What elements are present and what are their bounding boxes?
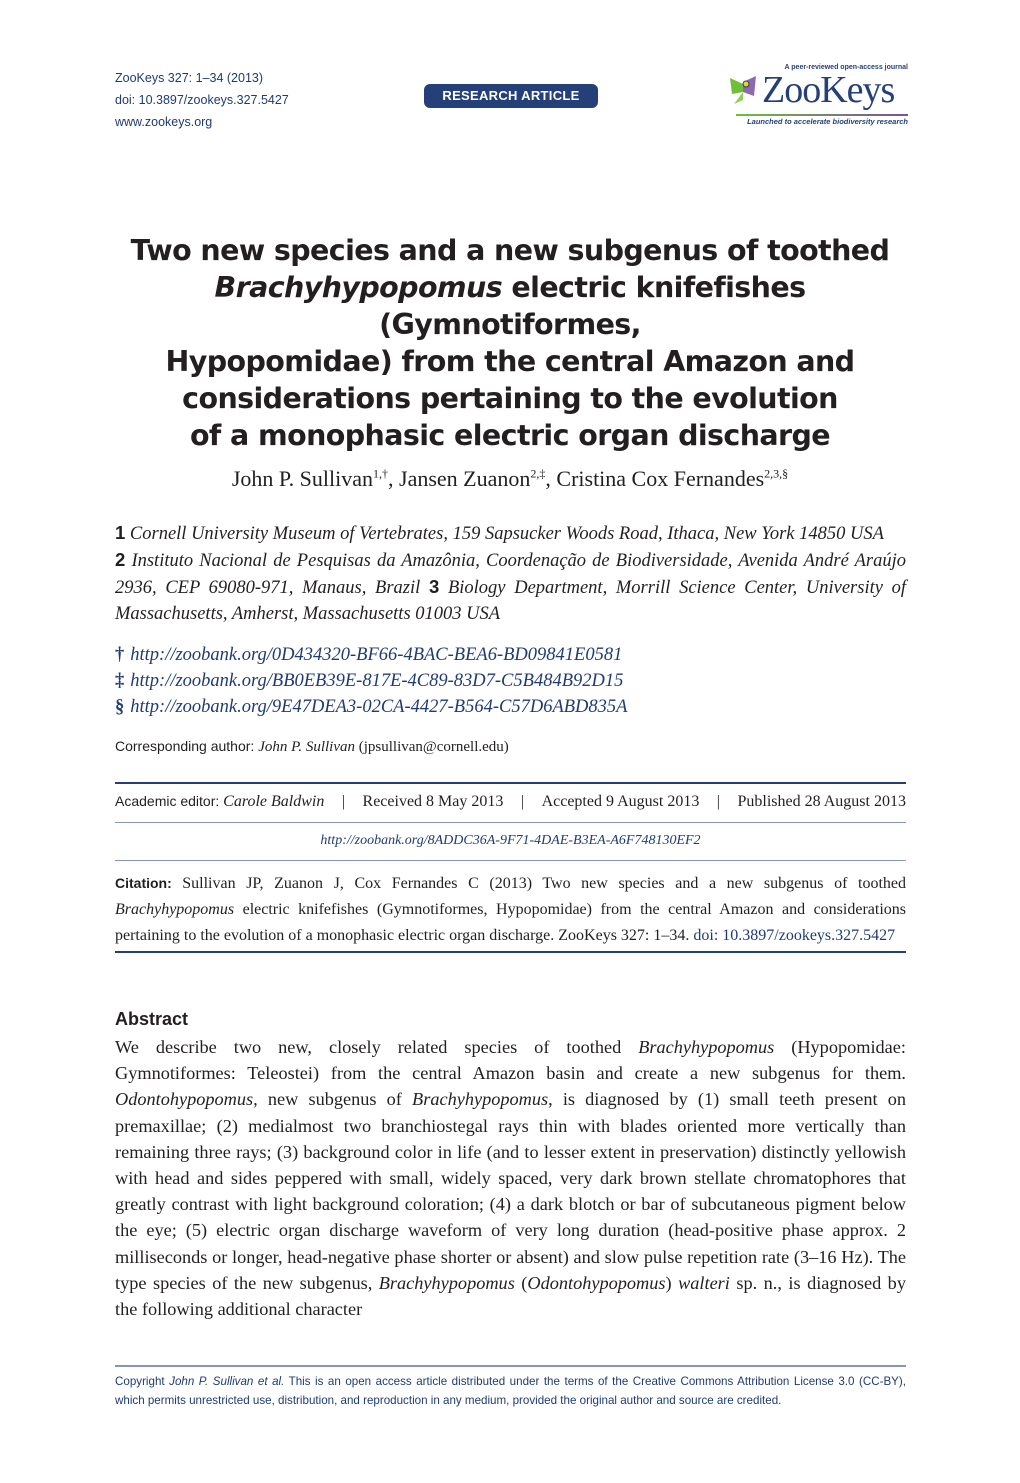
text-segment: walteri [678,1272,730,1293]
text-segment: of a monophasic electric organ discharge [189,419,831,452]
citation [115,870,906,949]
zoobank-url[interactable]: http://zoobank.org/9E47DEA3-02CA-4427-B564-C57D6ABD835A [130,697,628,717]
journal-website[interactable]: www.zookeys.org [115,115,213,129]
title-line [100,232,920,269]
copyright-notice [115,1372,906,1410]
author-affiliation-marker: 1,† [373,466,389,481]
journal-volume: ZooKeys 327: 1–34 (2013) [115,71,264,85]
affiliation-number: 2 [115,549,126,570]
separator: | [716,793,720,810]
author-separator: , [545,466,557,491]
text-segment: Brachyhypopomus [638,1037,775,1057]
text-segment: considerations pertaining to the evolution [182,382,838,415]
logo-name: ZooKeys [762,69,895,111]
article-type-badge: RESEARCH ARTICLE [424,84,598,108]
divider [115,951,906,953]
logo-subtitle: Launched to accelerate biodiversity research [747,117,908,126]
accepted-date: Accepted 9 August 2013 [541,793,700,810]
author-separator: , [388,466,400,491]
text-segment: Sullivan JP, Zuanon J, Cox Fernandes C (2013) Two new species and a new subgenus of toothed [182,875,907,892]
zoobank-url[interactable]: http://zoobank.org/0D434320-BF66-4BAC-BEA6-BD09841E0581 [130,645,623,665]
text-segment: electric knifefishes (Gymnotiformes, Hypopomidae) from the central Amazon and considerations pertaining to the evolution of a monophasic electric organ discharge. ZooKeys 327: 1–34. [115,901,906,944]
text-segment: Two new species and a new subgenus of toothed [130,234,890,267]
author-name: Cristina Cox Fernandes [556,466,765,491]
zoobank-link[interactable] [115,668,627,694]
zookeys-logo [726,64,908,128]
abstract-text [115,1034,906,1322]
text-segment: We describe two new, closely related species of toothed [115,1037,639,1057]
author-name: John P. Sullivan [231,466,374,491]
affiliations [115,520,906,627]
author-name: Jansen Zuanon [399,466,531,491]
editor-name: Carole Baldwin [223,793,325,810]
divider [115,782,906,784]
zoobank-url[interactable]: http://zoobank.org/BB0EB39E-817E-4C89-83D7-C5B484B92D15 [130,671,624,691]
author-affiliation-marker: 2,3,§ [764,466,789,481]
text-segment: Brachyhypopomus [412,1089,549,1110]
corresponding-name: John P. Sullivan [258,739,355,755]
text-segment: , is diagnosed by (1) small teeth present on premaxillae; (2) medialmost two branchiostegal rays thin with blades oriented more vertically than remaining three rays; (3) background color in life (and to lesser extent in preservation) distinctly yellowish with head and sides peppered with small, widely spaced, very dark brown stellate chromatophores that greatly contrast with light background coloration; (4) a dark blotch or bar of subcutaneous pigment below the eye; (5) electric organ discharge waveform of very long duration (head-positive phase approx. 2 milliseconds or longer, head-negative phase shorter or absent) and slow pulse repetition rate (3–16 Hz). The type species of the new subgenus, [115,1089,906,1293]
text-segment: Brachyhypopomus [378,1272,515,1293]
abstract-heading: Abstract [115,1009,189,1029]
text-segment: Brachyhypopomus [214,271,503,304]
text-segment: new subgenus of [257,1089,413,1110]
text-segment: (Hypopomidae: Gymnotiformes: Teleostei) from the central Amazon basin and create a new subgenus for them. [115,1037,906,1084]
editor-label: Academic editor: [115,793,224,809]
text-segment: Odontohypopomus [527,1272,666,1293]
text-segment: ) [665,1272,679,1293]
zoobank-link[interactable] [115,694,627,720]
affiliation-text: Instituto Nacional de Pesquisas da Amazônia, Coordenação de Biodiversidade, Avenida André Araújo 2936, CEP 69080-971, Manaus, Brazil [115,551,906,598]
text-segment: This is an open access article distributed under the terms of the Creative Commons Attribution License 3.0 (CC-BY), which permits unrestricted use, distribution, and reproduction in any medium, provided the original author and source are credited. [115,1375,906,1407]
author-affiliation-marker: 2,‡ [530,466,546,481]
text-segment: Brachyhypopomus [115,901,235,918]
separator: | [520,793,525,810]
corresponding-email[interactable]: (jpsullivan@cornell.edu) [358,739,509,755]
text-segment: Hypopomidae) from the central Amazon and [165,345,855,378]
divider [115,822,906,823]
affiliation-number: 3 [428,576,440,597]
title-line [100,343,920,380]
affiliation-text: Biology Department, Morrill Science Center, University of Massachusetts, Amherst, Massachusetts 01003 USA [115,578,907,624]
citation-label: Citation: [115,875,183,891]
citation-doi[interactable]: doi: 10.3897/zookeys.327.5427 [693,927,896,944]
zoobank-author-links [115,642,627,720]
journal-header [115,67,289,133]
butterfly-icon [726,74,760,108]
author-list [100,466,920,492]
affiliation-number: 1 [115,522,126,543]
logo-tagline: A peer-reviewed open-access journal [784,64,908,71]
text-segment: Copyright [115,1375,170,1388]
affiliation-text: Cornell University Museum of Vertebrates, 159 Sapsucker Woods Road, Ithaca, New York 14850 USA [129,524,884,544]
title-line [100,269,920,343]
author-marker: § [115,697,125,717]
zoobank-link[interactable] [115,642,627,668]
text-segment: John P. Sullivan et al. [169,1375,285,1388]
text-segment: Odontohypopomus, [115,1089,258,1110]
text-segment: electric knifefishes (Gymnotiformes, [379,271,806,341]
editorial-info [115,793,906,811]
divider [115,1365,906,1367]
received-date: Received 8 May 2013 [362,793,504,810]
article-title [100,232,920,454]
title-line [100,417,920,454]
article-doi[interactable]: doi: 10.3897/zookeys.327.5427 [115,93,289,107]
author-marker: ‡ [115,671,125,691]
zoobank-article-link[interactable]: http://zoobank.org/8ADDC36A-9F71-4DAE-B3EA-A6F748130EF2 [320,833,701,848]
text-segment: ( [514,1272,528,1293]
corresponding-author [115,738,509,756]
title-line [100,380,920,417]
published-date: Published 28 August 2013 [737,793,906,810]
author-marker: † [115,645,125,665]
text-segment: sp. n., is diagnosed by the following additional character [115,1272,906,1320]
corresponding-label: Corresponding author: [115,738,259,754]
divider [115,860,906,861]
separator: | [341,793,346,810]
